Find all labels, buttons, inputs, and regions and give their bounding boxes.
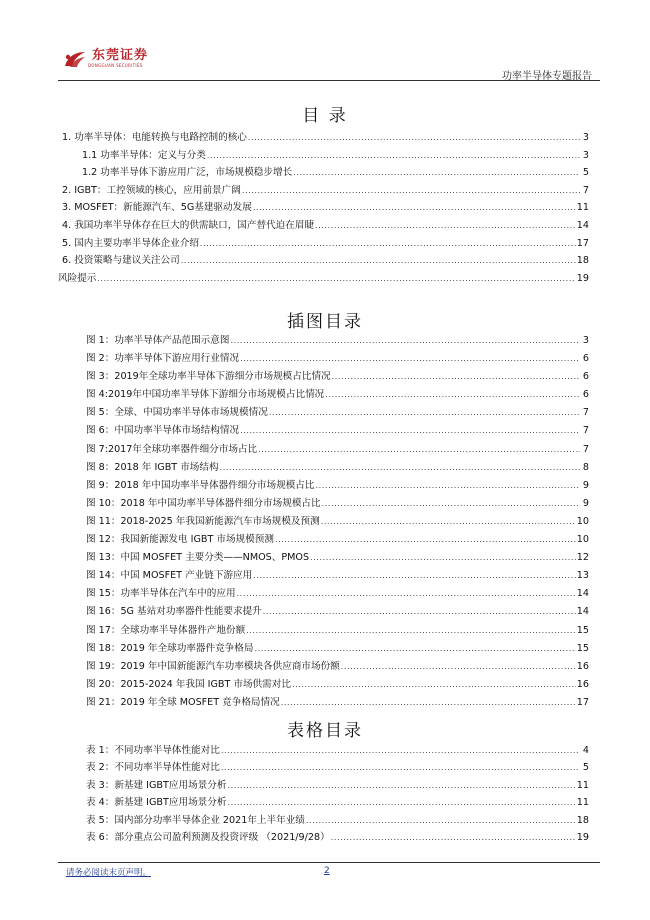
contents-entry-page: 18: [576, 255, 589, 267]
figure-entry-label: 图 1：功率半导体产品范围示意图: [86, 335, 230, 346]
figure-entry-page: 12: [576, 552, 589, 564]
dot-leader: [181, 252, 576, 270]
contents-title: 目 录: [302, 106, 348, 126]
table-entry-label: 表 5：国内部分功率半导体企业 2021年上半年业绩: [86, 814, 305, 826]
logo-text: 东莞证券: [92, 48, 149, 63]
dot-leader: [237, 585, 576, 603]
page-header: [58, 38, 600, 82]
table-entry-page: 18: [576, 814, 589, 826]
contents-entry-page: 14: [576, 219, 589, 231]
figure-entry-label: 图 11：2018-2025 年我国新能源汽车市场规模及预测: [86, 515, 320, 527]
figure-entry-page: 9: [582, 497, 589, 509]
contents-entry[interactable]: [58, 270, 589, 288]
contents-entry[interactable]: [62, 182, 589, 200]
figure-entry-label: 图 14：中国 MOSFET 产业链下游应用: [86, 570, 253, 582]
figure-entry-label: 图 18：2019 年全球功率器件竞争格局: [86, 642, 254, 654]
figure-entry[interactable]: [62, 585, 589, 603]
table-entry[interactable]: [62, 812, 589, 829]
report-title: 功率半导体专题报告: [502, 71, 592, 82]
figure-entry[interactable]: [62, 441, 589, 459]
dot-leader: [310, 549, 576, 567]
figure-entry[interactable]: [62, 658, 589, 676]
figure-entry-page: 15: [576, 642, 589, 654]
figure-entry-label: 图 9：2018 年中国功率半导体器件细分市场规模占比: [86, 479, 315, 491]
table-entry-page: 5: [582, 762, 589, 774]
figure-entry-page: 16: [576, 660, 589, 672]
page-number: 2: [324, 866, 330, 876]
figure-entry-label: 图 13：中国 MOSFET 主要分类——NMOS、PMOS: [86, 552, 310, 564]
dot-leader: [253, 199, 576, 217]
figure-entry-page: 13: [576, 570, 589, 582]
figure-entry-page: 6: [582, 389, 589, 401]
dot-leader: [240, 422, 580, 440]
figure-entry[interactable]: [62, 350, 589, 368]
figure-entry[interactable]: [62, 477, 589, 495]
contents-entry-page: 3: [582, 132, 589, 143]
figure-entry-label: 图 20：2015-2024 年我国 IGBT 市场供需对比: [86, 678, 291, 690]
disclaimer-link[interactable]: 请务必阅读末页声明。: [66, 868, 152, 878]
table-entry-page: 11: [576, 797, 589, 809]
logo-mark-icon: [62, 48, 88, 70]
figure-entry-page: 9: [582, 479, 589, 491]
dot-leader: [221, 742, 580, 759]
figure-entry-page: 10: [576, 534, 589, 546]
figure-entry-label: 图 2：功率半导体下游应用行业情况: [86, 353, 240, 365]
dot-leader: [220, 459, 580, 477]
figure-entry-label: 图 19：2019 年中国新能源汽车功率模块各供应商市场份额: [86, 660, 340, 672]
dot-leader: [315, 217, 576, 235]
contents-entry[interactable]: [62, 252, 589, 270]
table-entry-label: 表 2：不同功率半导体性能对比: [86, 762, 220, 774]
dot-leader: [200, 235, 576, 253]
figure-entry-label: 图 5：全球、中国功率半导体市场规模情况: [86, 407, 268, 419]
contents-entry-label: 4. 我国功率半导体存在巨大的供需缺口，国产替代迫在眉睫: [62, 219, 315, 231]
table-entry[interactable]: [62, 794, 589, 811]
dot-leader: [321, 513, 576, 531]
dot-leader: [254, 640, 575, 658]
dot-leader: [275, 531, 576, 549]
figure-entry-page: 17: [576, 696, 589, 708]
dot-leader: [230, 332, 580, 350]
figure-entry-page: 16: [576, 678, 589, 690]
table-entry-label: 表 3：新基建 IGBT应用场景分析: [86, 779, 227, 791]
dot-leader: [325, 386, 580, 404]
dot-leader: [306, 812, 576, 829]
table-entry-label: 表 4：新基建 IGBT应用场景分析: [86, 797, 227, 809]
dot-leader: [341, 658, 576, 676]
figure-entry[interactable]: [62, 694, 589, 712]
dot-leader: [227, 777, 575, 794]
contents-entry-label: 6. 投资策略与建议关注公司: [62, 255, 180, 267]
dot-leader: [97, 270, 575, 288]
contents-entry[interactable]: [62, 199, 589, 217]
contents-entry[interactable]: [62, 235, 589, 253]
figure-entry-label: 图 7:2017年全球功率器件细分市场占比: [86, 443, 258, 455]
figure-entry-label: 图 3：2019年全球功率半导体下游细分市场规模占比情况: [86, 371, 331, 383]
figure-entry[interactable]: [62, 567, 589, 585]
header-divider: [58, 80, 600, 81]
figure-entry-page: 7: [582, 425, 589, 437]
dot-leader: [281, 694, 576, 712]
dot-leader: [269, 404, 580, 422]
contents-entry-label: 1. 功率半导体：电能转换与电路控制的核心: [62, 132, 247, 143]
contents-entry-page: 11: [576, 202, 589, 214]
dot-leader: [207, 147, 580, 165]
figure-entry[interactable]: [62, 640, 589, 658]
dot-leader: [242, 182, 580, 200]
figure-entry-page: 8: [582, 461, 589, 473]
figure-entry[interactable]: [62, 459, 589, 477]
logo-subtext: DONGGUAN SECURITIES: [88, 63, 143, 68]
figure-entry[interactable]: [62, 404, 589, 422]
figure-entry-page: 10: [576, 515, 589, 527]
figure-entry[interactable]: [62, 332, 589, 350]
contents-entry[interactable]: [62, 129, 589, 147]
figure-entry-page: 14: [576, 588, 589, 600]
figure-entry[interactable]: [62, 386, 589, 404]
table-entry[interactable]: [62, 829, 589, 846]
footer-divider: [58, 862, 600, 863]
contents-entry[interactable]: [62, 147, 589, 165]
figure-entry[interactable]: [62, 531, 589, 549]
dot-leader: [263, 603, 576, 621]
contents-list: [58, 129, 589, 287]
dot-leader: [293, 164, 580, 182]
figure-entry-page: 7: [582, 407, 589, 419]
figure-entry-label: 图 16：5G 基站对功率器件性能要求提升: [86, 606, 262, 618]
dot-leader: [258, 441, 580, 459]
figure-entry-page: 14: [576, 606, 589, 618]
page-footer: [58, 862, 600, 878]
figure-entry-label: 图 15：功率半导体在汽车中的应用: [86, 588, 236, 600]
contents-entry-label: 2. IGBT：工控领域的核心，应用前景广阔: [62, 184, 241, 196]
contents-entry-page: 3: [582, 149, 589, 161]
figure-entry[interactable]: [62, 422, 589, 440]
table-entry-page: 4: [582, 745, 589, 756]
figure-entry-label: 图 6：中国功率半导体市场结构情况: [86, 425, 240, 437]
table-entry[interactable]: [62, 759, 589, 776]
dot-leader: [332, 368, 580, 386]
dot-leader: [253, 567, 576, 585]
figure-entry[interactable]: [62, 603, 589, 621]
figures-title: 插图目录: [287, 312, 363, 332]
contents-entry-label: 5. 国内主要功率半导体企业介绍: [62, 237, 199, 249]
contents-entry-label: 1.1 功率半导体：定义与分类: [82, 149, 206, 161]
table-entry-label: 表 6：部分重点公司盈利预测及投资评级 （2021/9/28）: [86, 831, 330, 843]
figure-entry-label: 图 8：2018 年 IGBT 市场结构: [86, 461, 219, 473]
contents-entry[interactable]: [62, 164, 589, 182]
figure-entry[interactable]: [62, 368, 589, 386]
figure-entry-label: 图 12：我国新能源发电 IGBT 市场规模预测: [86, 534, 274, 546]
table-entry[interactable]: [62, 742, 589, 759]
figure-entry[interactable]: [62, 513, 589, 531]
tables-list: [62, 742, 589, 846]
figure-entry-page: 7: [582, 443, 589, 455]
figure-entry-page: 15: [576, 624, 589, 636]
contents-entry[interactable]: [62, 217, 589, 235]
dot-leader: [316, 477, 581, 495]
figure-entry[interactable]: [62, 549, 589, 567]
table-entry-page: 19: [576, 831, 589, 843]
figure-entry-page: 3: [582, 335, 589, 346]
figure-entry-label: 图 17：全球功率半导体器件产地份额: [86, 624, 246, 636]
figure-entry-label: 图 10：2018 年中国功率半导体器件细分市场规模占比: [86, 497, 321, 509]
tables-title: 表格目录: [287, 721, 363, 741]
contents-entry-page: 7: [582, 184, 589, 196]
company-logo: [62, 48, 148, 70]
dot-leader: [221, 759, 580, 776]
dot-leader: [246, 622, 576, 640]
contents-entry-page: 5: [582, 167, 589, 179]
contents-entry-label: 1.2 功率半导体下游应用广泛，市场规模稳步增长: [82, 167, 293, 179]
figures-list: [62, 332, 589, 712]
table-entry-label: 表 1：不同功率半导体性能对比: [86, 745, 220, 756]
contents-entry-label: 风险提示: [58, 272, 97, 284]
figure-entry-label: 图 4:2019年中国功率半导体下游细分市场规模占比情况: [86, 389, 325, 401]
figure-entry[interactable]: [62, 622, 589, 640]
figure-entry-page: 6: [582, 353, 589, 365]
contents-entry-page: 17: [576, 237, 589, 249]
contents-entry-page: 19: [576, 272, 589, 284]
contents-entry-label: 3. MOSFET：新能源汽车、5G基建驱动发展: [62, 202, 252, 214]
figure-entry[interactable]: [62, 495, 589, 513]
figure-entry-label: 图 21：2019 年全球 MOSFET 竞争格局情况: [86, 696, 280, 708]
table-entry-page: 11: [576, 779, 589, 791]
dot-leader: [227, 794, 575, 811]
dot-leader: [331, 829, 576, 846]
dot-leader: [292, 676, 576, 694]
dot-leader: [240, 350, 580, 368]
dot-leader: [248, 129, 580, 147]
table-entry[interactable]: [62, 777, 589, 794]
figure-entry[interactable]: [62, 676, 589, 694]
figure-entry-page: 6: [582, 371, 589, 383]
dot-leader: [322, 495, 580, 513]
